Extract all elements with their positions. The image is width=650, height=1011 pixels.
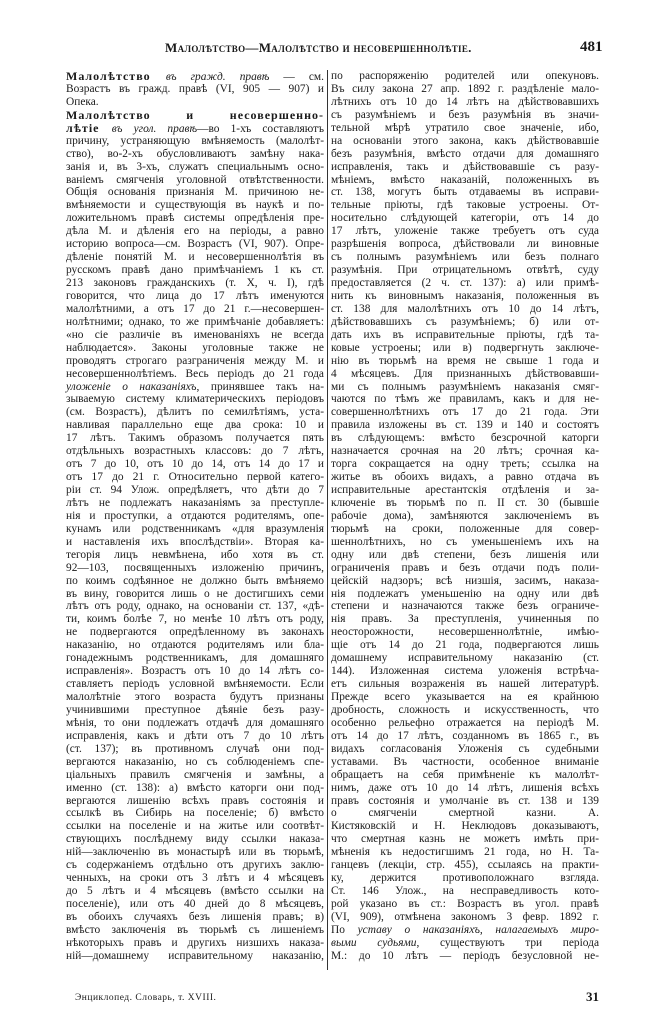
text-line [66,70,324,83]
text-line: разумѣнія. При отрицательномъ отвѣтѣ, суду [331,264,599,277]
text-line: по распоряженію родителей или опекуновъ. [331,70,599,82]
running-header: Малолѣтство—Малолѣтство и несовершеннолѣтіе. [165,40,472,55]
column-divider [327,70,328,970]
text-line: Прежде всего указывается на ея крайнюю [331,691,599,703]
text-line: Кистяковскій и Н. Неклюдовъ доказываютъ, [331,820,599,833]
text-line: съ полнымъ разумѣніемъ или безъ полнаго [331,251,599,264]
text-line: дѣленіе понятій М. и несовершеннолѣтія въ [66,251,324,264]
text-line: 17 лѣтъ, уложеніе также требуетъ отъ суда [331,225,599,238]
text-line: тельной мѣрѣ утратило свое значеніе, ибо, [331,121,599,134]
text-line [331,924,599,937]
text-line: нѣкоторыхъ правъ и другихъ низшихъ наказа- [66,936,324,949]
text-line: дать ихъ въ исправительные пріюты, гдѣ та- [331,328,599,341]
text-line: ствующихъ послѣднему виду ссылки наказа- [66,833,324,846]
text-segment: — см. [269,71,324,83]
text-line: ложительномъ правѣ системы опредѣленія пре- [66,212,324,225]
text-line: вмѣсто заключенія въ тюрьмѣ съ лишеніемъ [66,923,324,936]
text-line: Возрастъ въ гражд. правѣ (VI, 905 — 907) и [66,82,324,95]
text-line: наказанію, но отдаются родителямъ или бла- [66,639,324,652]
text-line: мѣнія, то они подлежатъ отдачѣ для домашняго [66,716,324,729]
text-line: занія и, въ 3-хъ, служатъ специальнымъ осно- [66,160,324,173]
text-line: (VI, 909), отмѣнена закономъ 3 февр. 1892 г. [331,910,599,923]
text-line: торга сокращается на одну треть; ссылка на [331,458,599,471]
text-line: неосторожности, несовершеннолѣтніе, имѣю- [331,626,599,639]
text-line: Ст. 146 Улож., на несправедливость кото- [331,885,599,898]
text-line: ство), во-2-хъ обусловливаютъ замѣну нака- [66,147,324,160]
text-line: дробность, сложность и искусственность, что [331,703,599,716]
text-line: шеннолѣтнихъ, но съ уменьшеніемъ ихъ на [331,535,599,548]
text-line: несовершеннолѣтіемъ. Весь періодъ до 21 года [66,367,324,380]
text-line: нія и проступки, а отдаются родителямъ, опе- [66,509,324,522]
headword: лѣтіе [66,120,112,135]
text-line: 92—103, посвященныхъ изложенію причинъ, [66,561,324,574]
text-line: домашнему исправительному наказанію (ст. [331,652,599,665]
text-line: въ вину, говорится лишь о не достигшихъ семи [66,587,324,600]
text-line: вмѣняемости и существующія въ наукѣ и по- [66,199,324,212]
text-line: житье въ обоихъ видахъ, а равно отдача въ [331,471,599,484]
text-line: съ содержаніемъ отдѣльно отъ другихъ заклю- [66,859,324,872]
italic-text: уложеніе о наказаніяхъ [66,380,197,393]
text-line: особенно рельефно отражается на періодѣ М. [331,716,599,729]
text-line: вергаются лишенію всѣхъ правъ состоянія и [66,794,324,807]
text-line: отъ 14 до 17 лѣтъ, созданномъ въ 1865 г., въ [331,729,599,742]
text-line: правила изложены въ ст. 139 и 140 и состоятъ [331,419,599,432]
text-line: уставами. Въ частности, особенное вниманіе [331,755,599,768]
text-line: учинившими преступное дѣяніе безъ разу- [66,703,324,716]
text-line: 17 лѣтъ. Такимъ образомъ получается пять [66,432,324,445]
text-line: нимъ, даже отъ 10 до 14 лѣтъ, лишенія всѣхъ [331,781,599,794]
text-line: нія правъ. За преступленія, учиненныя по [331,613,599,626]
text-line: Въ силу закона 27 апр. 1892 г. раздѣленіе мало- [331,82,599,95]
text-line: (ст. 137); въ противномъ случаѣ они под- [66,742,324,755]
text-line: русскомъ правѣ дано примѣчаніемъ 1 къ ст. [66,264,324,277]
text-line: етъ сильныя возраженія въ нашей литературѣ. [331,678,599,691]
text-line: чаются по тѣмъ же правиламъ, какъ и для не- [331,393,599,406]
text-line: ковые устроены; или в) подвергнуть заключе- [331,341,599,354]
text-line: 144). Изложенная система уложенія встрѣча- [331,665,599,678]
text-line: нію въ тюрьмѣ на время не свыше 1 года и [331,354,599,367]
text-line: «но сіе различіе въ именованіяхъ не всегда [66,328,324,341]
text-line: рой указано въ ст.: Возрастъ въ угол. правѣ [331,898,599,910]
text-line: М.: до 10 лѣтъ — періодъ безусловной не- [331,949,599,962]
text-line: мѣніемъ, вмѣсто наказаній, положенныхъ въ [331,173,599,186]
italic-text: въ гражд. правѣ [165,71,270,83]
text-line: назначается срочная на 20 лѣтъ; срочная ка- [331,445,599,458]
text-line: ній—заключенію въ монастырѣ или въ тюрьмѣ, [66,846,324,859]
text-line: (см. Возрастъ), дѣлитъ по семилѣтіямъ, уста- [66,406,324,419]
text-line: дѣла М. и дѣленія его на періоды, а равно [66,225,324,238]
text-line: отдѣльныхъ возрастныхъ классовъ: до 7 лѣтъ, [66,445,324,458]
text-segment: , принявшее такъ на- [196,380,324,393]
text-line: предоставляется (2 ч. ст. 137): а) или примѣ- [331,277,599,289]
text-line: видахъ согласованія Уложенія съ судебными [331,742,599,755]
text-line: ссылкѣ въ Сибирь на поселеніе; б) вмѣсто [66,807,324,820]
text-line: степени и назначаются также безъ ограниче- [331,600,599,613]
text-line: лѣтъ отъ роду, однако, на основаніи ст. 137, «дѣ- [66,600,324,613]
text-line: тегорія лицъ невмѣнена, ибо хотя въ ст. [66,548,324,561]
text-line: разрѣшенія вопроса, дѣйствовали ли виновные [331,238,599,251]
text-line: историю вопроса—см. Возрастъ (VI, 907). Опре- [66,238,324,251]
text-line: говорится, что лица до 17 лѣтъ именуются [66,289,324,302]
text-line: исправительные арестантскія отдѣленія и за- [331,484,599,496]
text-line: навливая параллельно еще два срока: 10 и [66,419,324,432]
text-line: до 5 лѣтъ и 4 мѣсяцевъ (вмѣсто ссылки на [66,885,324,898]
text-line: рабочіе дома), замѣняются заключеніемъ въ [331,509,599,522]
text-line: наблюдается». Законы уголовные также не [66,341,324,354]
text-line: на основаніи этого закона, какъ дѣйствовавшіе [331,134,599,147]
text-line: ку, держится противоположнаго взгляда. [331,872,599,885]
text-line: ріи ст. 94 Улож. опредѣляетъ, что дѣти до 7 [66,484,324,496]
text-line: ганцевъ (лекціи, стр. 455), ссылаясь на практи- [331,859,599,872]
text-line: отъ 17 до 21 г. Относительно первой катего- [66,471,324,484]
headword: Малолѣтство [66,69,166,83]
text-segment: —во 1-хъ составляютъ [197,122,324,135]
text-line: тельные пріюты, гдѣ таковые устроены. От- [331,199,599,212]
text-line: носительно слѣдующей категоріи, отъ 14 до [331,212,599,225]
text-line: малолѣтніе этого возраста будутъ признаны [66,691,324,703]
text-line: отъ 7 до 10, отъ 10 до 14, отъ 14 до 17 и [66,458,324,471]
text-line: ст. 138, могутъ быть отдаваемы въ исправи- [331,186,599,199]
italic-text: въ угол. правѣ [111,122,198,135]
text-segment: По [331,923,358,936]
text-line: безъ разумѣнія, вмѣсто отдачи для домашняго [331,147,599,160]
text-line: нія подлежатъ уменьшенію на одну или двѣ [331,587,599,600]
text-line: исправленія, такъ и дѣйствовавшіе съ разу- [331,160,599,173]
text-line: ціальныхъ правилъ смягченія и замѣны, а [66,768,324,781]
text-line: ваніемъ смягченія уголовной отвѣтственности. [66,173,324,186]
text-line: мѣненія къ недостигшимъ 21 года, но Н. Та- [331,846,599,859]
text-line: ссылки на поселеніе и на житье или соотвѣт- [66,820,324,833]
text-line: нолѣтними; однако, то же примѣчаніе добавляетъ: [66,315,324,328]
left-column [66,70,324,963]
text-line: Общія основанія признанія М. причиною не- [66,186,324,199]
text-line: причину, устраняющую вмѣняемость (малолѣт- [66,134,324,147]
text-line: и наставленія ихъ впослѣдствіи». Вторая ка- [66,535,324,548]
text-line: лѣтъ не подлежатъ наказаніямъ за преступле- [66,496,324,509]
text-line: ченныхъ, на сроки отъ 3 лѣтъ и 4 мѣсяцевъ [66,872,324,885]
text-line: въ слѣдующемъ: вмѣсто безсрочной каторги [331,432,599,445]
text-line: что смертная казнь не можетъ имѣть при- [331,833,599,846]
text-line: лѣтнихъ отъ 10 до 14 лѣтъ на дѣйствовавшихъ [331,95,599,108]
text-line: вергаются наказанію, но съ соблюденіемъ спе- [66,755,324,768]
text-line: о смягченіи смертной казни. А. [331,807,599,820]
text-line [331,937,599,950]
text-line: одну или двѣ степени, безъ лишенія или [331,548,599,561]
italic-text: уставу о наказаніяхъ, налагаемыхъ миро- [357,923,599,936]
text-line: ти, коимъ болѣе 7, но менѣе 10 лѣтъ отъ роду, [66,613,324,626]
text-line: исправленія». Возрастъ отъ 10 до 14 лѣтъ со- [66,665,324,678]
text-line: поселеніе), или отъ 40 дней до 8 мѣсяцевъ, [66,898,324,910]
text-line: именно (ст. 138): а) вмѣсто каторги они под- [66,781,324,794]
text-line: по коимъ содѣянное не должно быть вмѣняемо [66,574,324,587]
text-line: въ обоихъ случаяхъ безъ лишенія правъ; в) [66,910,324,923]
text-line: щіе отъ 14 до 21 года, подвергаются лишь [331,639,599,652]
text-line: 213 законовъ гражданскихъ (т. X, ч. I), гдѣ [66,277,324,289]
text-line: ній—домашнему исправительному наказанію, [66,949,324,962]
footer-sheet-number: 31 [586,989,599,1004]
text-line: дѣйствовавшихъ съ разумѣніемъ; б) или от- [331,315,599,328]
footer-signature: Энциклопед. Словарь, т. XVIII. [75,993,217,1003]
text-line: ограниченія правъ и безъ отдачи подъ поли- [331,561,599,574]
text-line: гонадежнымъ родственникамъ, для домашняго [66,652,324,665]
page-number: 481 [580,39,603,55]
text-line [66,381,324,394]
text-line: тюрьмѣ на сроки, положенные для совер- [331,522,599,535]
text-line: проводятъ строгаго разграниченія между М. и [66,354,324,367]
text-line: цейскій надзоръ; всѣ низшія, засимъ, наказа- [331,574,599,587]
text-segment: , существуютъ три періода [416,936,599,949]
text-line: исправленія, какъ и дѣти отъ 7 до 10 лѣтъ [66,729,324,742]
text-line: малолѣтними, а отъ 17 до 21 г.—несовершен- [66,302,324,315]
text-line: 4 мѣсяцевъ. Для признанныхъ дѣйствовавши- [331,367,599,380]
text-line: ключеніе въ тюрьмѣ по п. II ст. 30 (бывшіе [331,496,599,509]
text-line: ст. 138 для малолѣтнихъ отъ 10 до 14 лѣтъ, [331,302,599,315]
headword: Малолѣтство и несовершенно- [66,107,324,122]
text-line: не подвергаются опредѣленному въ законахъ [66,626,324,639]
text-line: нить къ виновнымъ наказанія, положенныя въ [331,289,599,302]
text-line: зываемую систему климатерическихъ періодовъ [66,393,324,406]
text-line: ставляетъ періодъ условной вмѣняемости. Если [66,678,324,691]
text-line: совершеннолѣтнихъ отъ 17 до 21 года. Эти [331,406,599,419]
text-line: съ разумѣніемъ и безъ разумѣнія въ значи- [331,108,599,121]
right-column [331,70,599,963]
text-line: кунамъ или родственникамъ «для вразумленія [66,522,324,535]
text-line: обращаетъ на себя примѣненіе къ малолѣт- [331,768,599,781]
text-line: правъ состоянія и умолчаніе въ ст. 138 и 139 [331,794,599,807]
italic-text: выми судьями [331,936,417,949]
text-line: ми съ полнымъ разумѣніемъ наказанія смяг- [331,380,599,393]
text-line: Опека. [66,95,99,108]
text-line [66,122,324,135]
